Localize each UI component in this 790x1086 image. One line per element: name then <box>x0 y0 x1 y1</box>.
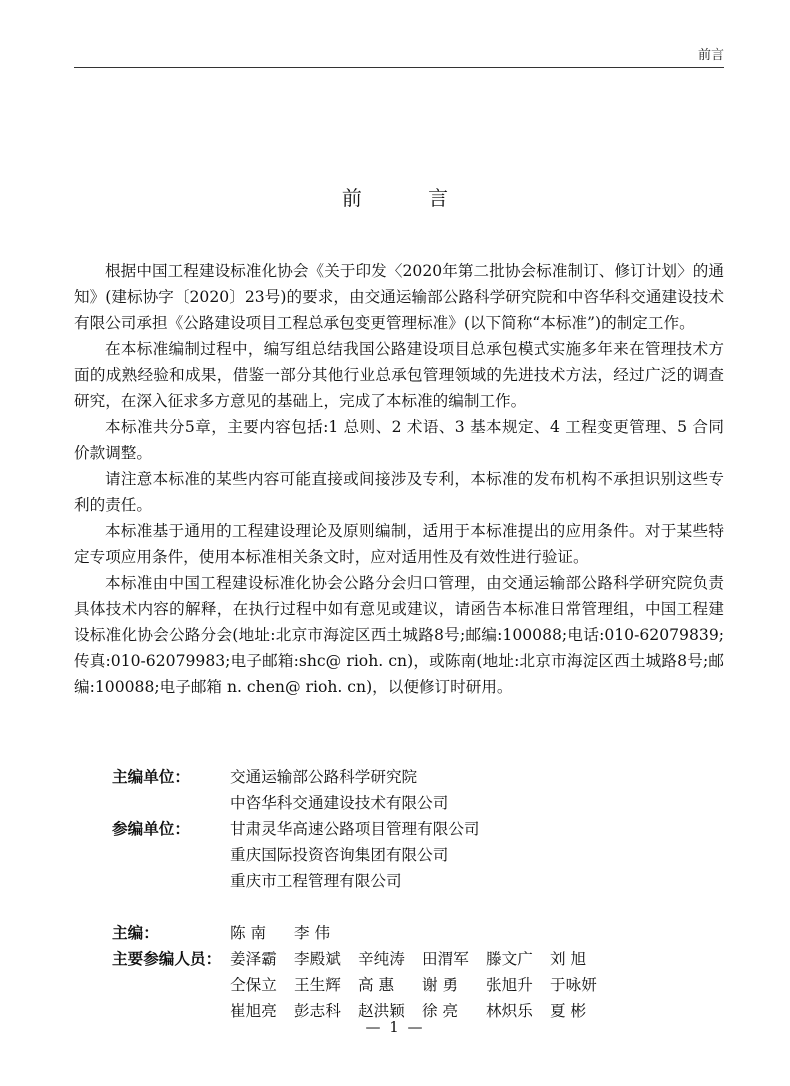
participant-name: 高 惠 <box>358 976 395 994</box>
paragraph-6: 本标准由中国工程建设标准化协会公路分会归口管理，由交通运输部公路科学研究院负责具体技术内容的解释，在执行过程中如有意见或建议，请函告本标准日常管理组，中国工程建设标准化协会公路分会(地址:北京市海淀区西土城路8号;邮编:100088;电话:010-62079839;传真:010-62079983;电子邮箱:shc@ rioh. cn)，或陈南(地址:北京市海淀区西土城路8号;邮编:100088;电子邮箱 n. chen@ rioh. cn)，以便修订时研用。 <box>74 574 724 696</box>
participant-name: 仝保立 <box>230 976 277 994</box>
credits-block <box>112 764 732 1024</box>
chief-unit: 中咨华科交通建设技术有限公司 <box>230 794 449 812</box>
running-head: 前言 <box>697 48 724 63</box>
participants-line <box>230 946 732 972</box>
main-participants-list <box>227 946 732 1024</box>
chief-editor-name: 陈 南 <box>230 924 267 942</box>
participating-unit: 重庆国际投资咨询集团有限公司 <box>230 846 449 864</box>
participant-name: 姜泽霸 <box>230 950 277 968</box>
participant-name: 徐 亮 <box>422 1002 459 1020</box>
chief-units-row <box>112 764 732 816</box>
main-participants-row <box>112 946 732 1024</box>
participant-name: 田渭军 <box>422 950 469 968</box>
chief-units-list <box>227 764 732 816</box>
participant-name: 辛纯涛 <box>358 950 405 968</box>
paragraph-5: 本标准基于通用的工程建设理论及原则编制，适用于本标准提出的应用条件。对于某些特定专项应用条件，使用本标准相关条文时，应对适用性及有效性进行验证。 <box>74 522 724 566</box>
chief-editors-label: 主编： <box>112 924 159 942</box>
preface-body <box>74 258 724 700</box>
participant-name: 于咏妍 <box>550 976 597 994</box>
participant-name: 李殿斌 <box>294 950 341 968</box>
participant-name: 彭志科 <box>294 1002 341 1020</box>
participant-name: 王生辉 <box>294 976 341 994</box>
chief-editors-row <box>112 920 732 946</box>
chief-editors-list <box>227 920 732 946</box>
chief-unit: 交通运输部公路科学研究院 <box>230 768 418 786</box>
chief-units-label: 主编单位： <box>112 768 190 786</box>
participant-name: 赵洪颖 <box>358 1002 405 1020</box>
page-number: — 1 — <box>365 1018 425 1036</box>
participating-unit: 甘肃灵华高速公路项目管理有限公司 <box>230 820 480 838</box>
paragraph-4: 请注意本标准的某些内容可能直接或间接涉及专利，本标准的发布机构不承担识别这些专利的责任。 <box>74 470 724 514</box>
header-rule <box>74 67 724 68</box>
participant-name: 张旭升 <box>486 976 533 994</box>
paragraph-2: 在本标准编制过程中，编写组总结我国公路建设项目总承包模式实施多年来在管理技术方面的成熟经验和成果，借鉴一部分其他行业总承包管理领域的先进技术方法，经过广泛的调查研究，在深入征求多方意见的基础上，完成了本标准的编制工作。 <box>74 340 724 410</box>
participating-units-label: 参编单位： <box>112 820 190 838</box>
participant-name: 夏 彬 <box>550 1002 587 1020</box>
participating-unit: 重庆市工程管理有限公司 <box>230 872 402 890</box>
page-title: 前 言 <box>341 186 479 210</box>
paragraph-1: 根据中国工程建设标准化协会《关于印发〈2020年第二批协会标准制订、修订计划〉的通知》(建标协字〔2020〕23号)的要求，由交通运输部公路科学研究院和中咨华科交通建设技术有限公司承担《公路建设项目工程总承包变更管理标准》(以下简称“本标准”)的制定工作。 <box>74 262 724 332</box>
participant-name: 刘 旭 <box>550 950 587 968</box>
participant-name: 崔旭亮 <box>230 1002 277 1020</box>
paragraph-3: 本标准共分5章，主要内容包括:1 总则、2 术语、3 基本规定、4 工程变更管理、5 合同价款调整。 <box>74 418 724 462</box>
participant-name: 谢 勇 <box>422 976 459 994</box>
participating-units-row <box>112 816 732 894</box>
chief-editor-name: 李 伟 <box>294 924 331 942</box>
participant-name: 滕文广 <box>486 950 533 968</box>
participants-line <box>230 972 732 998</box>
main-participants-label: 主要参编人员： <box>112 950 222 968</box>
participating-units-list <box>227 816 732 894</box>
participant-name: 林炽乐 <box>486 1002 533 1020</box>
